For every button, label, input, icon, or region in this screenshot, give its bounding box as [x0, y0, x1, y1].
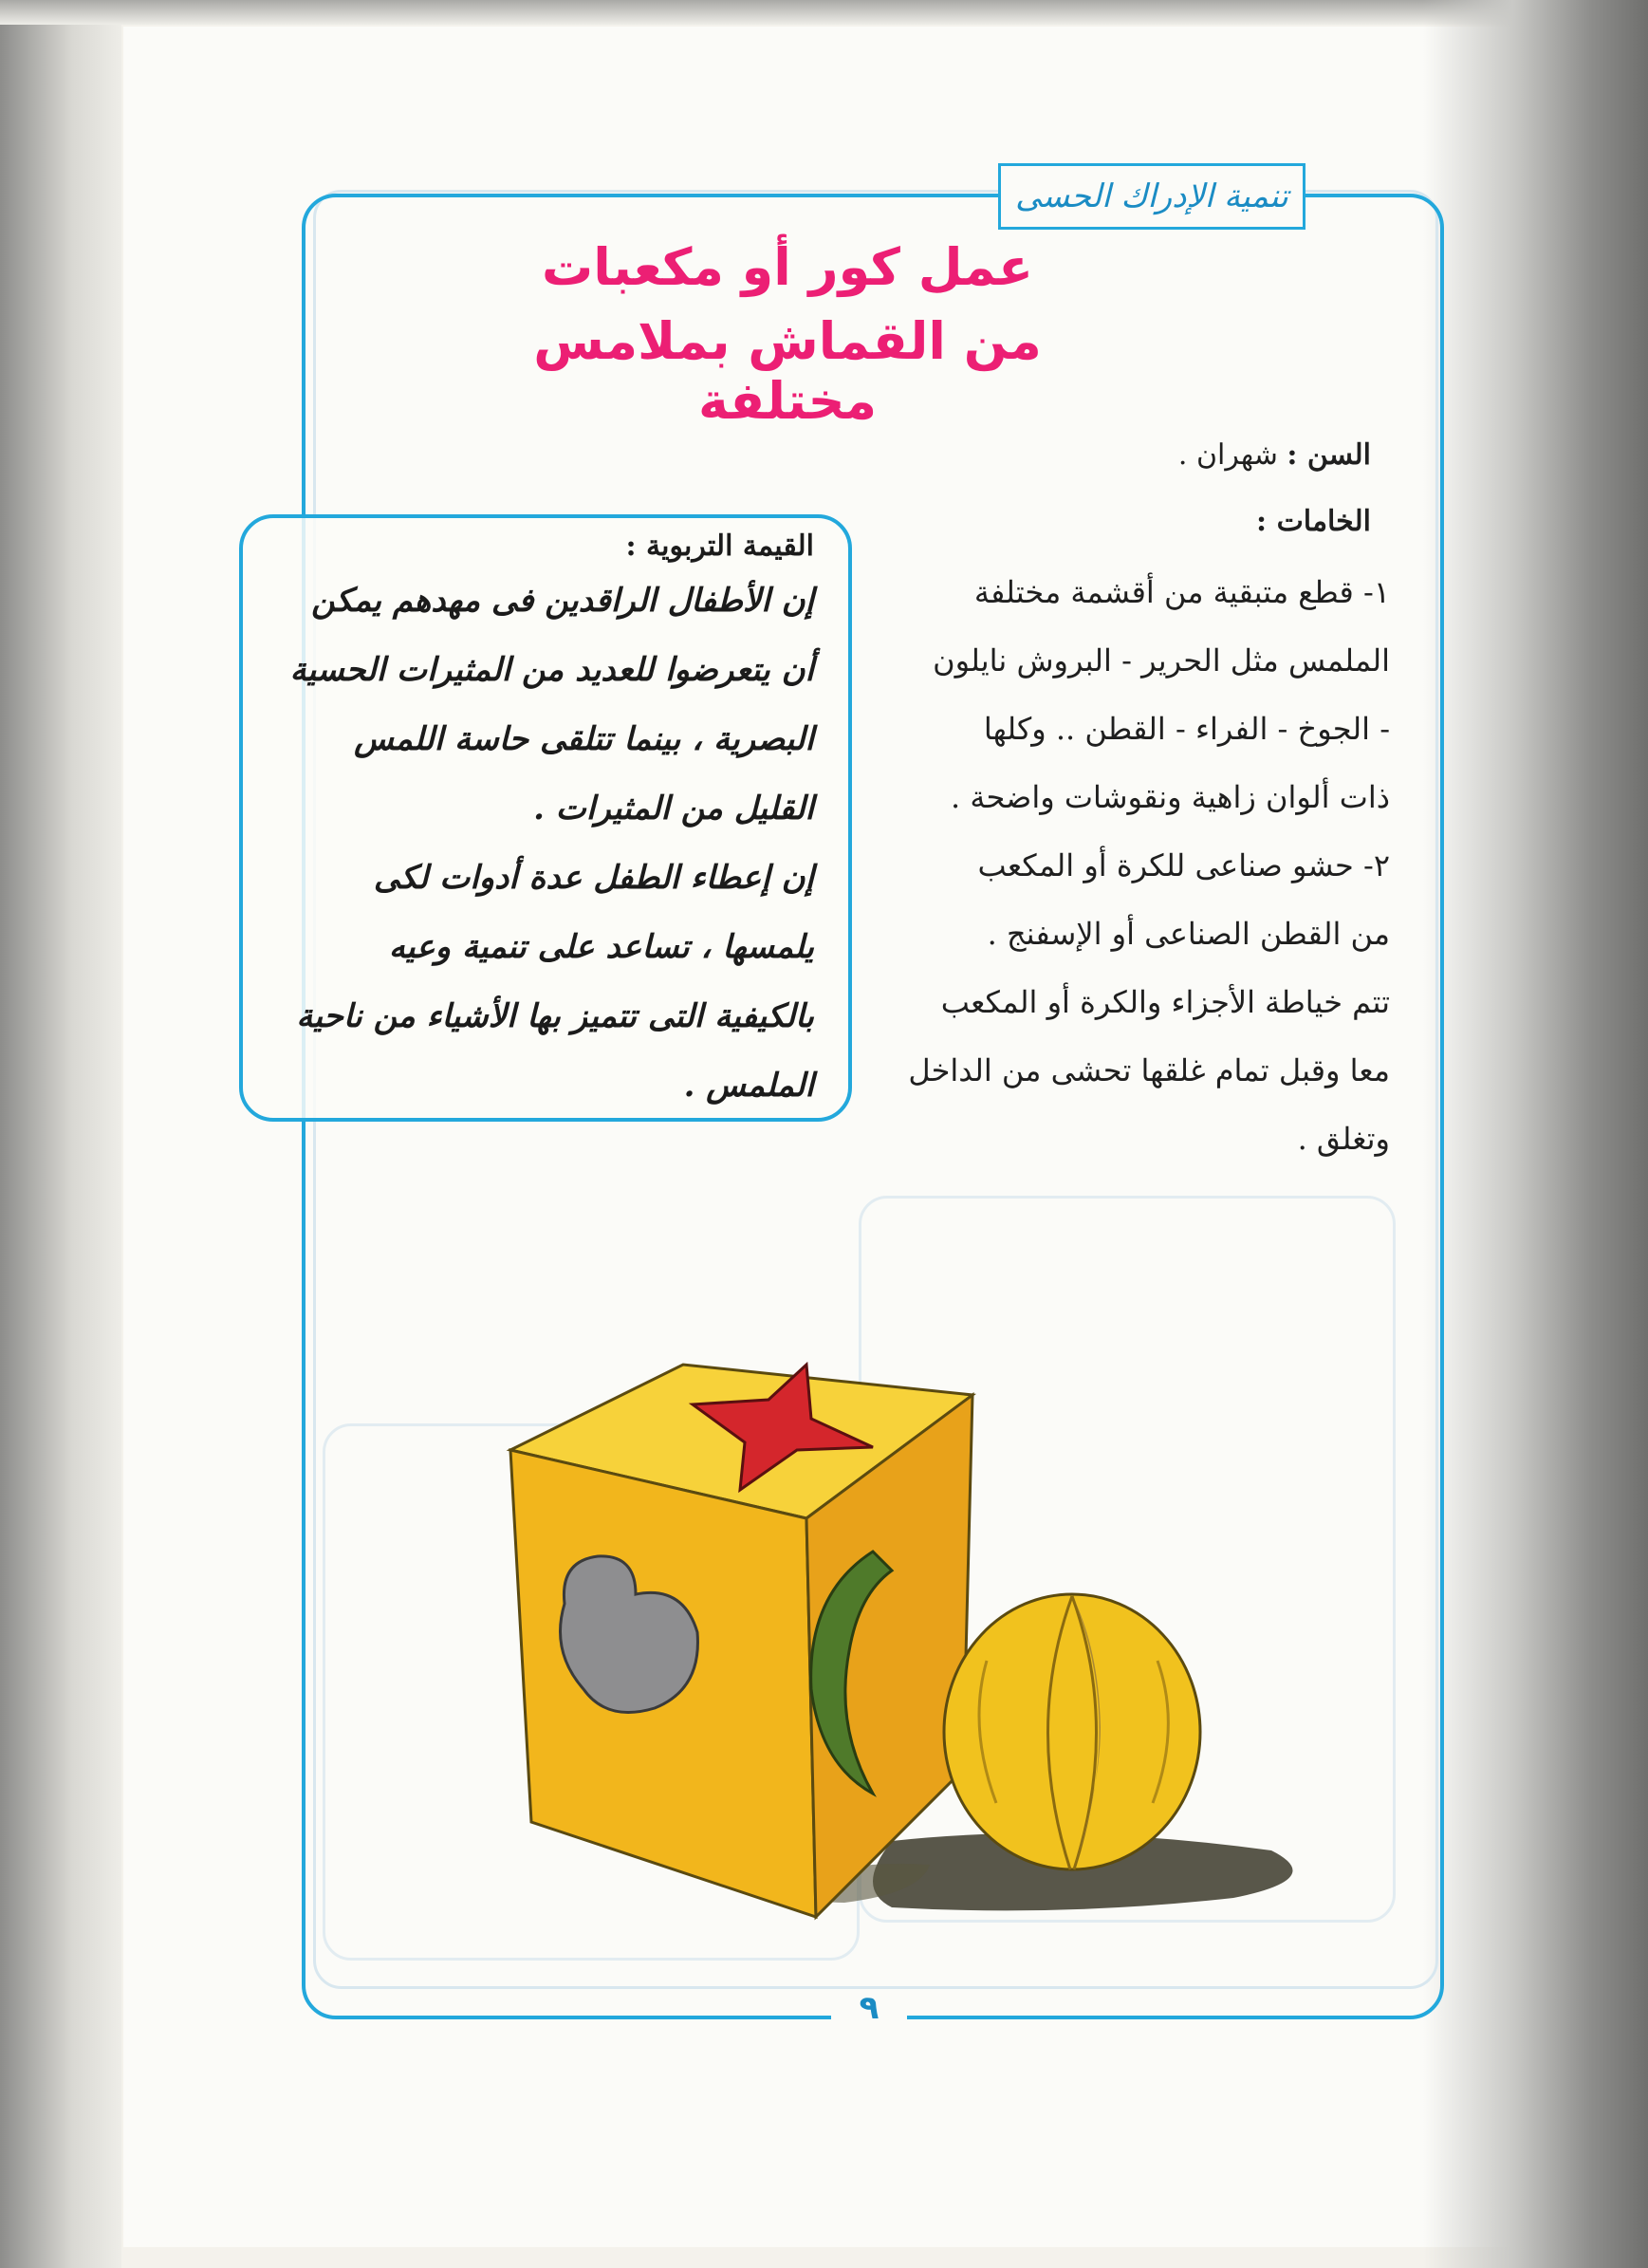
- page-title-line2: من القماش بملامس مختلفة: [533, 311, 1042, 431]
- educational-value-line: بالكيفية التى تتميز بها الأشياء من ناحية: [296, 997, 814, 1035]
- materials-label: الخامات :: [1256, 505, 1371, 538]
- section-tag: [998, 163, 1305, 230]
- fabric-ball: [944, 1594, 1200, 1869]
- educational-value-line: الملمس .: [683, 1067, 814, 1105]
- educational-value-line: إن إعطاء الطفل عدة أدوات لكى: [373, 859, 814, 897]
- materials-line: الملمس مثل الحرير - البروش نايلون: [933, 642, 1390, 679]
- materials-line: ذات ألوان زاهية ونقوشات واضحة .: [951, 779, 1390, 815]
- age-line: [882, 438, 1371, 472]
- section-tag-text: تنمية الإدراك الحسى: [1015, 177, 1288, 215]
- materials-line: وتغلق .: [1297, 1121, 1390, 1157]
- materials-line: - الجوخ - الفراء - القطن .. وكلها: [983, 711, 1390, 747]
- age-value: شهران .: [1177, 438, 1287, 472]
- cube-and-ball-illustration: [493, 1348, 1404, 1936]
- materials-line: ٢- حشو صناعى للكرة أو المكعب: [977, 847, 1390, 883]
- age-label: السن :: [1287, 438, 1371, 472]
- educational-value-box: [239, 514, 852, 1122]
- educational-value-line: أن يتعرضوا للعديد من المثيرات الحسية: [289, 651, 814, 689]
- page-gutter-shadow: [1423, 0, 1648, 2268]
- scan-left-edge: [0, 0, 121, 2268]
- scan-top-edge: [0, 0, 1648, 25]
- educational-value-line: إن الأطفال الراقدين فى مهدهم يمكن: [311, 582, 814, 620]
- materials-line: تتم خياطة الأجزاء والكرة أو المكعب: [940, 984, 1390, 1020]
- educational-value-line: القليل من المثيرات .: [533, 790, 814, 827]
- materials-line: من القطن الصناعى أو الإسفنج .: [987, 916, 1390, 952]
- educational-value-line: يلمسها ، تساعد على تنمية وعيه: [388, 928, 814, 966]
- page-title-line1: عمل كور أو مكعبات: [541, 237, 1033, 297]
- educational-value-line: البصرية ، بينما تتلقى حاسة اللمس: [354, 720, 814, 758]
- page-number: ٩: [831, 1989, 907, 2031]
- materials-line: ١- قطع متبقية من أقشمة مختلفة: [973, 574, 1390, 610]
- educational-value-label: القيمة التربوية :: [625, 530, 814, 563]
- materials-text: [882, 558, 1390, 1173]
- materials-line: معا وقبل تمام غلقها تحشى من الداخل: [908, 1052, 1390, 1088]
